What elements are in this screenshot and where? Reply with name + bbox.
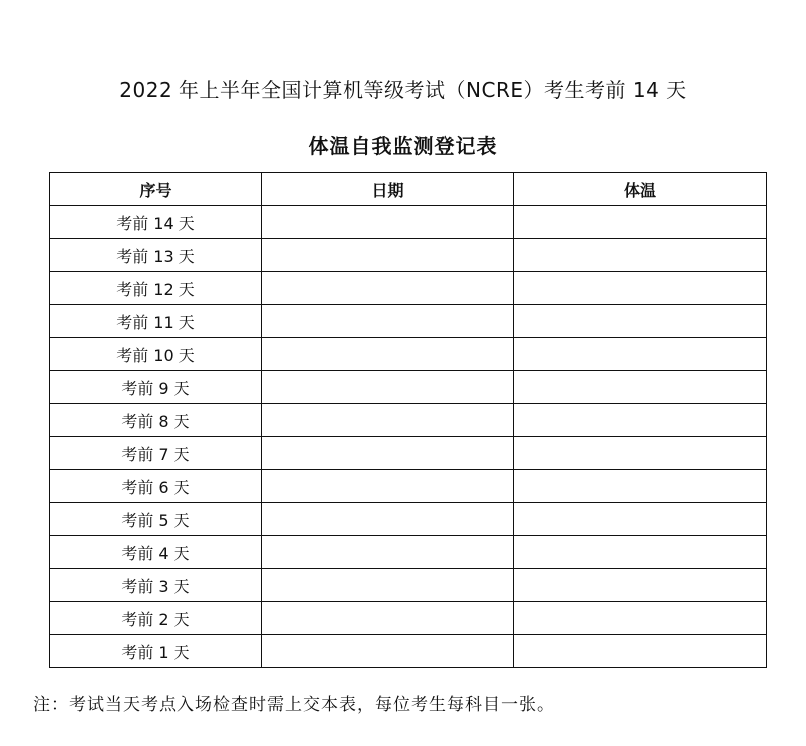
table-row xyxy=(50,635,767,668)
temperature-cell[interactable] xyxy=(514,239,767,272)
table-row xyxy=(50,437,767,470)
temperature-cell[interactable] xyxy=(514,602,767,635)
header-date: 日期 xyxy=(262,173,514,206)
date-cell[interactable] xyxy=(262,437,514,470)
temperature-cell[interactable] xyxy=(514,503,767,536)
table-header-row xyxy=(50,173,767,206)
date-cell[interactable] xyxy=(262,602,514,635)
date-cell[interactable] xyxy=(262,569,514,602)
temperature-cell[interactable] xyxy=(514,338,767,371)
row-label: 考前 8 天 xyxy=(50,404,262,437)
row-label: 考前 6 天 xyxy=(50,470,262,503)
table-row xyxy=(50,503,767,536)
row-label: 考前 7 天 xyxy=(50,437,262,470)
date-cell[interactable] xyxy=(262,239,514,272)
date-cell[interactable] xyxy=(262,503,514,536)
temperature-cell[interactable] xyxy=(514,305,767,338)
document-subtitle: 体温自我监测登记表 xyxy=(308,134,498,158)
date-cell[interactable] xyxy=(262,338,514,371)
row-label: 考前 3 天 xyxy=(50,569,262,602)
row-label: 考前 12 天 xyxy=(50,272,262,305)
document-title: 2022 年上半年全国计算机等级考试（NCRE）考生考前 14 天 xyxy=(119,78,687,102)
date-cell[interactable] xyxy=(262,635,514,668)
date-cell[interactable] xyxy=(262,206,514,239)
table-row xyxy=(50,239,767,272)
date-cell[interactable] xyxy=(262,470,514,503)
temperature-cell[interactable] xyxy=(514,635,767,668)
temperature-cell[interactable] xyxy=(514,437,767,470)
row-label: 考前 1 天 xyxy=(50,635,262,668)
temperature-cell[interactable] xyxy=(514,272,767,305)
header-sequence: 序号 xyxy=(50,173,262,206)
date-cell[interactable] xyxy=(262,272,514,305)
temperature-cell[interactable] xyxy=(514,569,767,602)
date-cell[interactable] xyxy=(262,305,514,338)
table-row xyxy=(50,371,767,404)
table-row xyxy=(50,338,767,371)
date-cell[interactable] xyxy=(262,404,514,437)
table-row xyxy=(50,602,767,635)
row-label: 考前 2 天 xyxy=(50,602,262,635)
row-label: 考前 9 天 xyxy=(50,371,262,404)
temperature-cell[interactable] xyxy=(514,536,767,569)
table-row xyxy=(50,536,767,569)
temperature-log-table xyxy=(49,172,767,668)
table-row xyxy=(50,272,767,305)
table-row xyxy=(50,206,767,239)
date-cell[interactable] xyxy=(262,536,514,569)
row-label: 考前 10 天 xyxy=(50,338,262,371)
table-row xyxy=(50,569,767,602)
temperature-cell[interactable] xyxy=(514,470,767,503)
row-label: 考前 14 天 xyxy=(50,206,262,239)
table-row xyxy=(50,470,767,503)
date-cell[interactable] xyxy=(262,371,514,404)
table-row xyxy=(50,404,767,437)
footer-note: 注：考试当天考点入场检查时需上交本表，每位考生每科目一张。 xyxy=(33,695,555,715)
row-label: 考前 4 天 xyxy=(50,536,262,569)
temperature-cell[interactable] xyxy=(514,371,767,404)
header-temperature: 体温 xyxy=(514,173,767,206)
temperature-cell[interactable] xyxy=(514,206,767,239)
row-label: 考前 13 天 xyxy=(50,239,262,272)
temperature-cell[interactable] xyxy=(514,404,767,437)
table-row xyxy=(50,305,767,338)
row-label: 考前 11 天 xyxy=(50,305,262,338)
row-label: 考前 5 天 xyxy=(50,503,262,536)
